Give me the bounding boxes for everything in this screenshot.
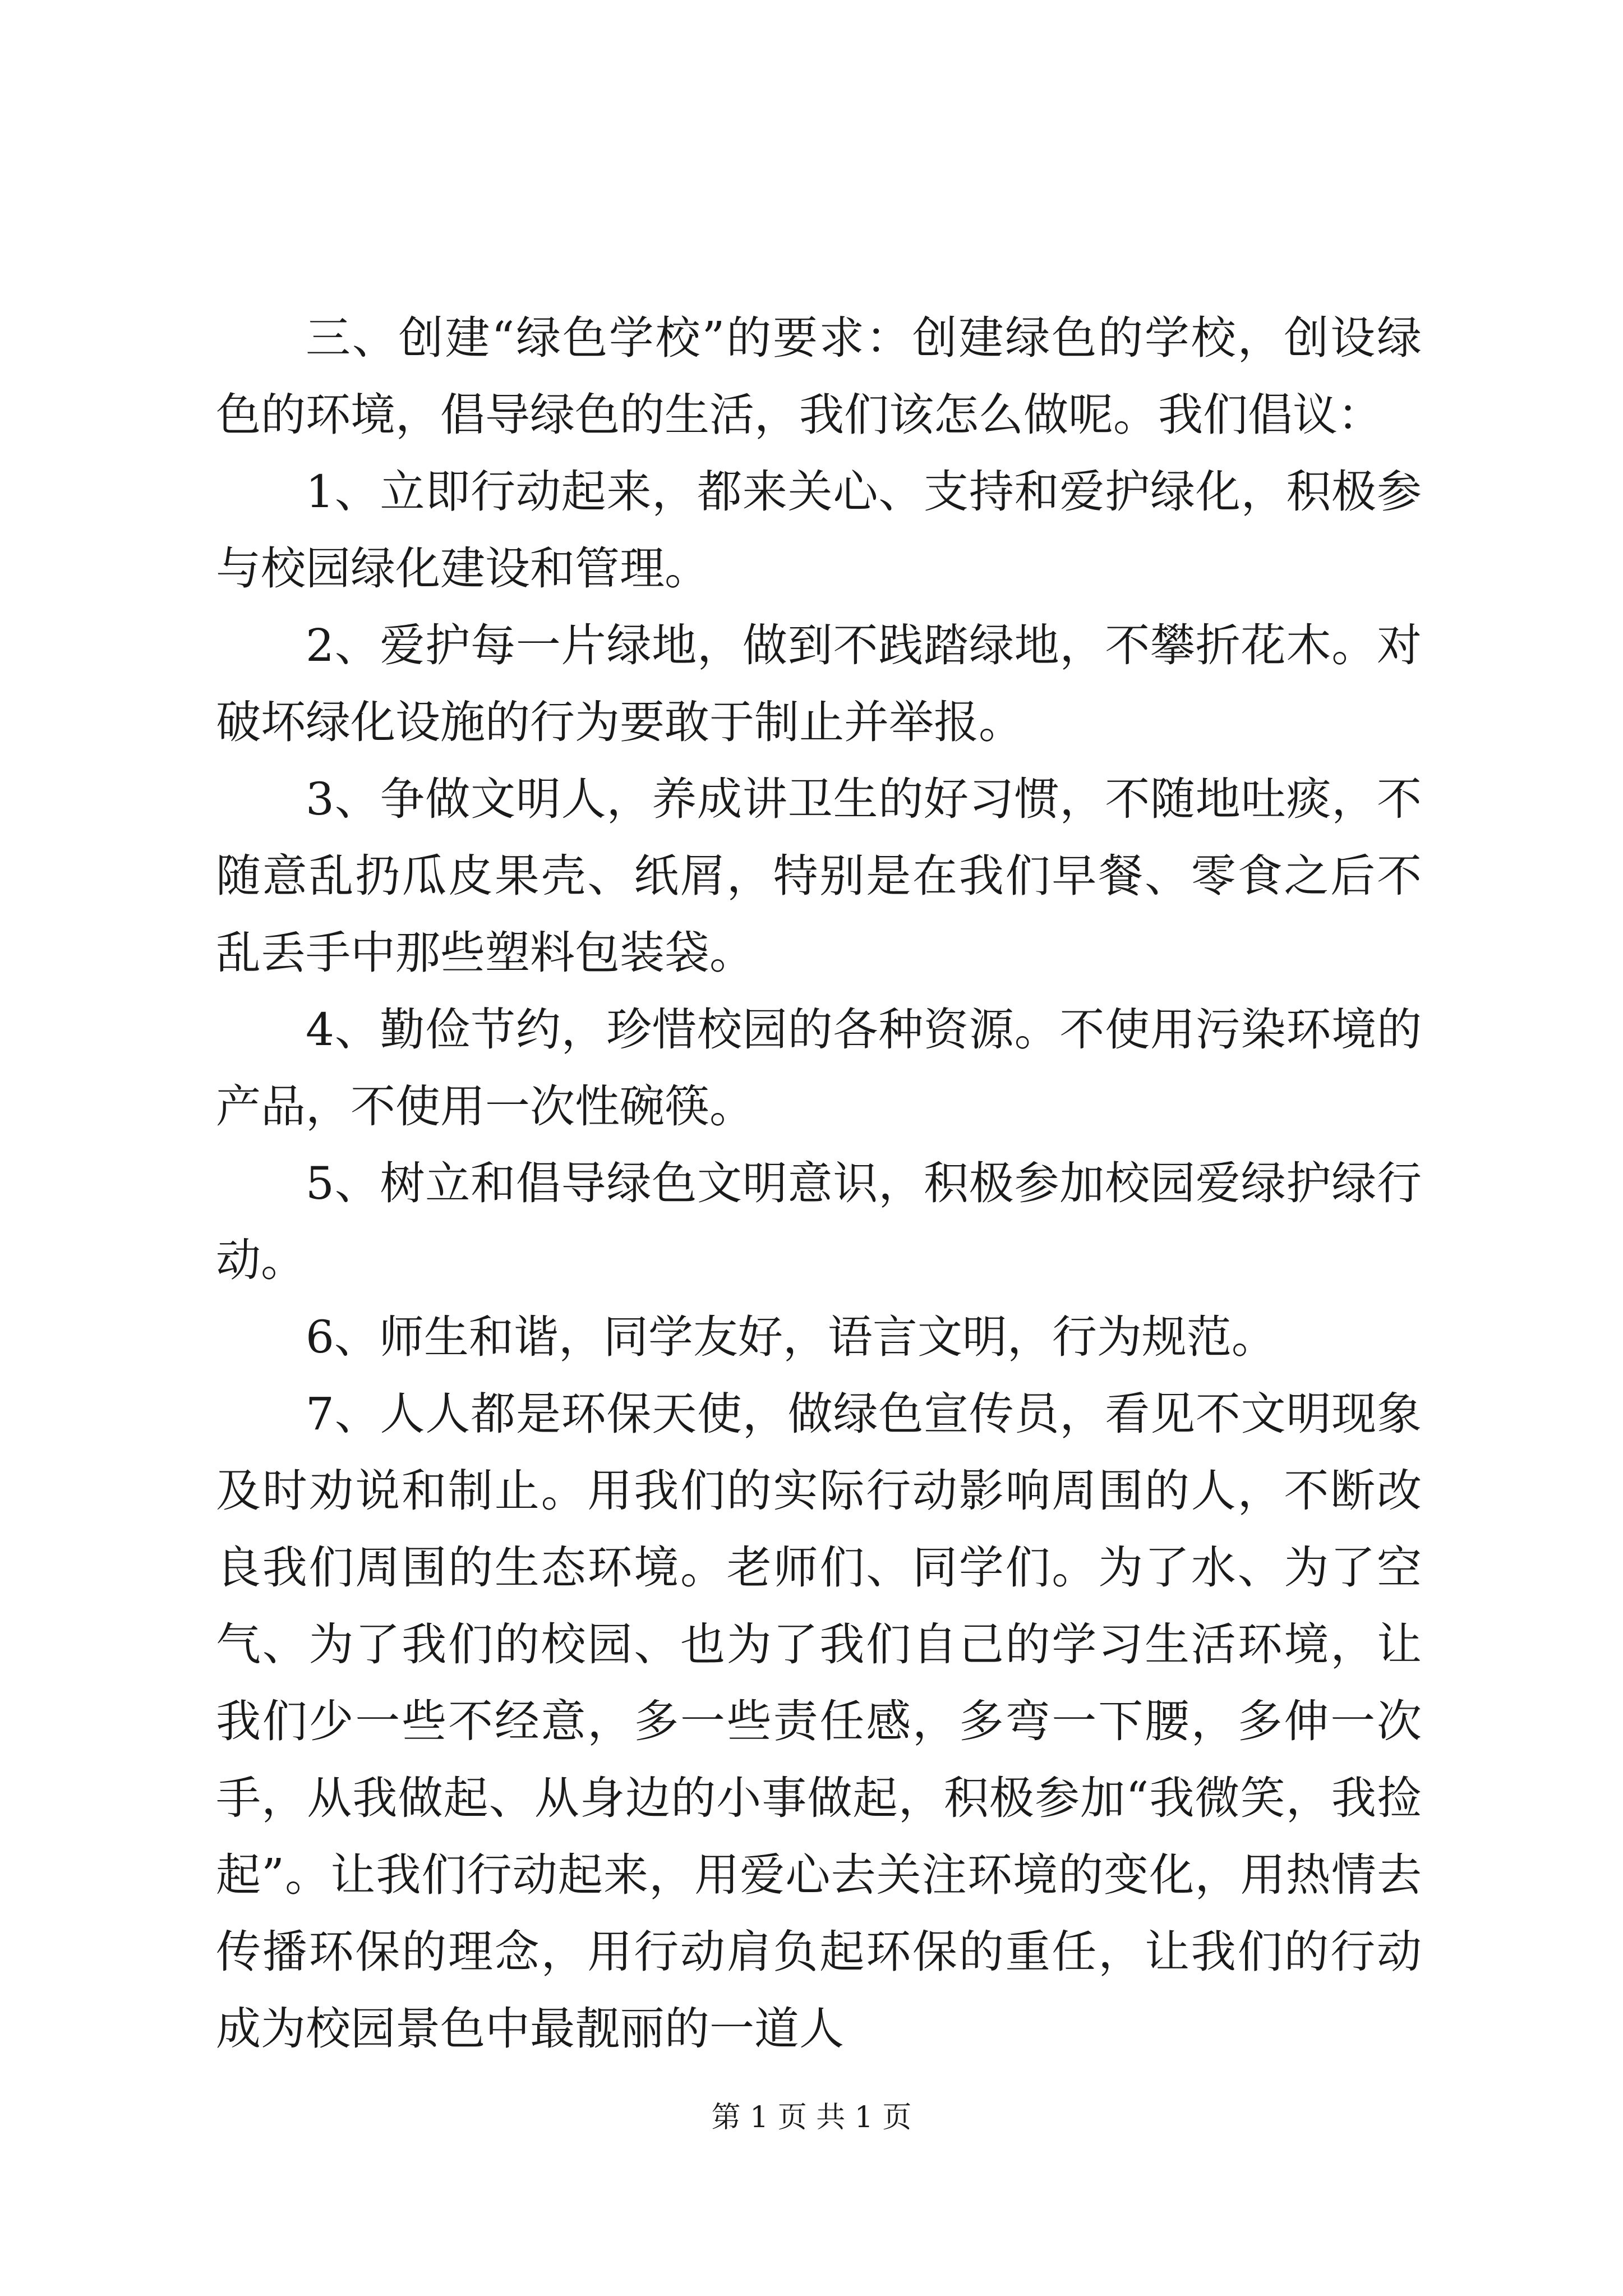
paragraph-item-1: 1、立即行动起来，都来关心、支持和爱护绿化，积极参与校园绿化建设和管理。 [216, 466, 1422, 595]
document-body [216, 300, 1422, 2067]
paragraph-item-3: 3、争做文明人，养成讲卫生的好习惯，不随地吐痰，不随意乱扔瓜皮果壳、纸屑，特别是在我们早餐、零食之后不乱丢手中那些塑料包装袋。 [216, 773, 1422, 979]
paragraph-item-6: 6、师生和谐，同学友好，语言文明，行为规范。 [306, 1311, 1276, 1363]
paragraph-requirements-intro: 三、创建“绿色学校”的要求：创建绿色的学校，创设绿色的环境，倡导绿色的生活，我们该怎么做呢。我们倡议： [216, 312, 1422, 441]
paragraph-item-4: 4、勤俭节约，珍惜校园的各种资源。不使用污染环境的产品，不使用一次性碗筷。 [216, 1004, 1422, 1133]
paragraph-item-5: 5、树立和倡导绿色文明意识，积极参加校园爱绿护绿行动。 [216, 1157, 1422, 1286]
page-footer [0, 2098, 1623, 2137]
page-number-label: 第 1 页 共 1 页 [711, 2101, 912, 2134]
paragraph-item-7: 7、人人都是环保天使，做绿色宣传员，看见不文明现象及时劝说和制止。用我们的实际行动影响周围的人，不断改良我们周围的生态环境。老师们、同学们。为了水、为了空气、为了我们的校园、也为了我们自己的学习生活环境，让我们少一些不经意，多一些责任感，多弯一下腰，多伸一次手，从我做起、从身边的小事做起，积极参加“我微笑，我捡起”。让我们行动起来，用爱心去关注环境的变化，用热情去传播环保的理念，用行动肩负起环保的重任，让我们的行动成为校园景色中最靓丽的一道人 [216, 1388, 1422, 2055]
paragraph-item-2: 2、爱护每一片绿地，做到不践踏绿地，不攀折花木。对破坏绿化设施的行为要敢于制止并举报。 [216, 619, 1422, 748]
